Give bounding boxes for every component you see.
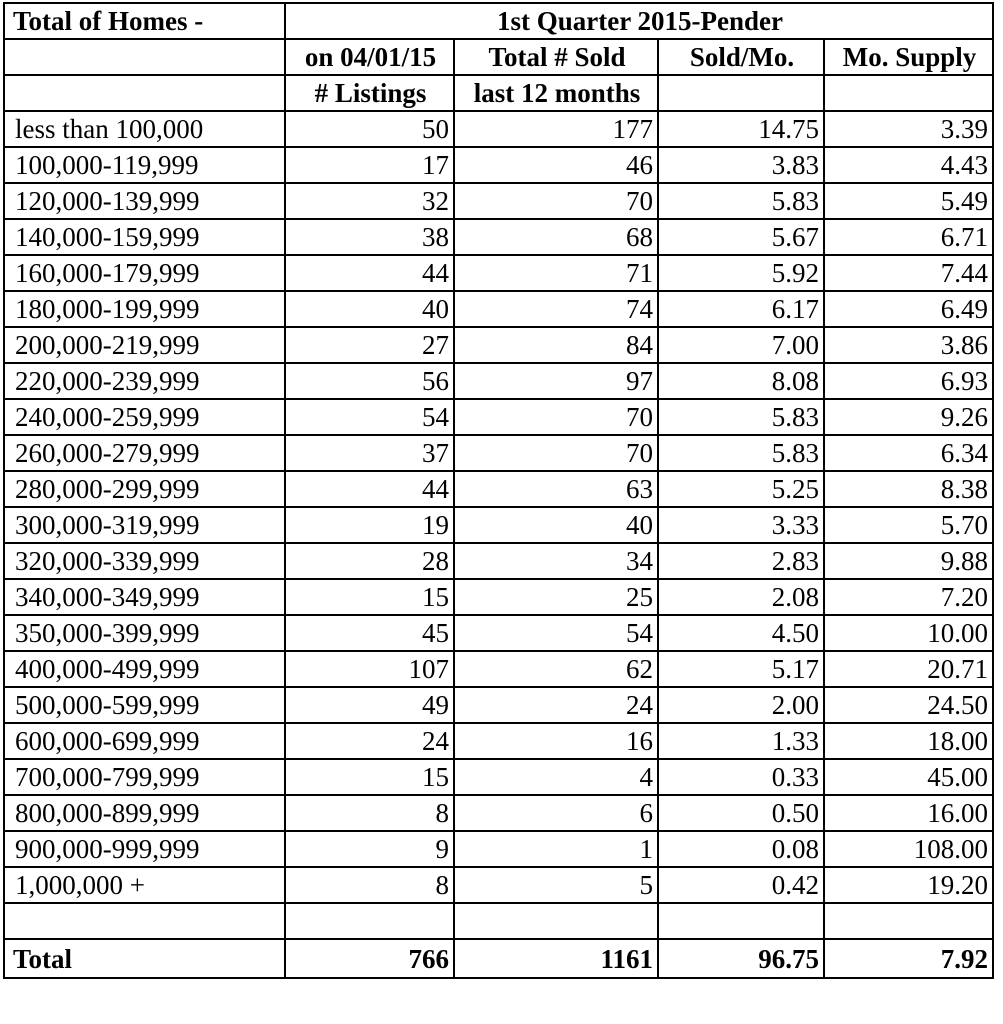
table-row <box>4 183 993 219</box>
sold-per-month-cell: 3.33 <box>658 507 824 543</box>
header-row-3 <box>4 75 993 111</box>
table-row <box>4 399 993 435</box>
price-range-cell: 220,000-239,999 <box>4 363 285 399</box>
month-supply-cell: 5.70 <box>824 507 993 543</box>
table-row <box>4 111 993 147</box>
total-sold-per-month-cell: 96.75 <box>658 939 824 978</box>
sold-per-month-cell: 7.00 <box>658 327 824 363</box>
table-title: 1st Quarter 2015-Pender <box>285 3 993 39</box>
home-sales-table <box>3 2 994 979</box>
table-row <box>4 255 993 291</box>
sold-cell: 24 <box>454 687 658 723</box>
header-row-1 <box>4 3 993 39</box>
sold-cell: 1 <box>454 831 658 867</box>
price-range-cell: 260,000-279,999 <box>4 435 285 471</box>
sold-cell: 70 <box>454 435 658 471</box>
total-label: Total <box>4 939 285 978</box>
blank-cell <box>285 903 454 939</box>
month-supply-cell: 7.20 <box>824 579 993 615</box>
price-range-cell: 800,000-899,999 <box>4 795 285 831</box>
listings-cell: 8 <box>285 795 454 831</box>
month-supply-cell: 3.86 <box>824 327 993 363</box>
month-supply-cell: 108.00 <box>824 831 993 867</box>
sold-cell: 46 <box>454 147 658 183</box>
price-range-cell: 200,000-219,999 <box>4 327 285 363</box>
sold-cell: 62 <box>454 651 658 687</box>
price-range-cell: 120,000-139,999 <box>4 183 285 219</box>
price-range-cell: less than 100,000 <box>4 111 285 147</box>
month-supply-cell: 7.44 <box>824 255 993 291</box>
sold-cell: 5 <box>454 867 658 903</box>
table-row <box>4 291 993 327</box>
total-month-supply-cell: 7.92 <box>824 939 993 978</box>
listings-cell: 28 <box>285 543 454 579</box>
listings-cell: 15 <box>285 759 454 795</box>
sold-cell: 54 <box>454 615 658 651</box>
month-supply-cell: 18.00 <box>824 723 993 759</box>
month-supply-cell: 19.20 <box>824 867 993 903</box>
sold-cell: 84 <box>454 327 658 363</box>
month-supply-cell: 9.26 <box>824 399 993 435</box>
table-row <box>4 795 993 831</box>
table-row <box>4 471 993 507</box>
table-row <box>4 543 993 579</box>
sold-cell: 34 <box>454 543 658 579</box>
listings-cell: 8 <box>285 867 454 903</box>
sold-cell: 70 <box>454 399 658 435</box>
listings-cell: 17 <box>285 147 454 183</box>
price-range-cell: 300,000-319,999 <box>4 507 285 543</box>
price-range-cell: 340,000-349,999 <box>4 579 285 615</box>
sold-per-month-cell: 0.50 <box>658 795 824 831</box>
total-listings-cell: 766 <box>285 939 454 978</box>
price-range-cell: 100,000-119,999 <box>4 147 285 183</box>
table-row <box>4 615 993 651</box>
sold-per-month-cell: 5.83 <box>658 399 824 435</box>
listings-cell: 27 <box>285 327 454 363</box>
col-sold-header-line1: Total # Sold <box>454 39 658 75</box>
sold-per-month-cell: 5.25 <box>658 471 824 507</box>
table-row <box>4 651 993 687</box>
price-range-cell: 240,000-259,999 <box>4 399 285 435</box>
sold-per-month-cell: 8.08 <box>658 363 824 399</box>
sold-per-month-cell: 1.33 <box>658 723 824 759</box>
table-row <box>4 147 993 183</box>
blank-cell <box>824 903 993 939</box>
month-supply-cell: 8.38 <box>824 471 993 507</box>
month-supply-cell: 16.00 <box>824 795 993 831</box>
table-row <box>4 759 993 795</box>
price-range-cell: 400,000-499,999 <box>4 651 285 687</box>
listings-cell: 50 <box>285 111 454 147</box>
sold-cell: 6 <box>454 795 658 831</box>
table-row <box>4 435 993 471</box>
price-range-cell: 700,000-799,999 <box>4 759 285 795</box>
sold-per-month-cell: 2.08 <box>658 579 824 615</box>
col-sold-header-line2: last 12 months <box>454 75 658 111</box>
sold-cell: 68 <box>454 219 658 255</box>
listings-cell: 24 <box>285 723 454 759</box>
table-row <box>4 723 993 759</box>
month-supply-cell: 9.88 <box>824 543 993 579</box>
sold-cell: 177 <box>454 111 658 147</box>
listings-cell: 54 <box>285 399 454 435</box>
corner-label: Total of Homes - <box>4 3 285 39</box>
listings-cell: 40 <box>285 291 454 327</box>
header-blank-cell <box>658 75 824 111</box>
sold-cell: 16 <box>454 723 658 759</box>
sold-per-month-cell: 5.67 <box>658 219 824 255</box>
price-range-cell: 140,000-159,999 <box>4 219 285 255</box>
table-row <box>4 363 993 399</box>
price-range-cell: 350,000-399,999 <box>4 615 285 651</box>
table-row <box>4 507 993 543</box>
sold-per-month-cell: 0.42 <box>658 867 824 903</box>
month-supply-cell: 4.43 <box>824 147 993 183</box>
sold-per-month-cell: 5.92 <box>658 255 824 291</box>
price-range-cell: 500,000-599,999 <box>4 687 285 723</box>
sold-cell: 40 <box>454 507 658 543</box>
listings-cell: 9 <box>285 831 454 867</box>
header-blank-cell <box>4 75 285 111</box>
header-blank-cell <box>824 75 993 111</box>
price-range-cell: 320,000-339,999 <box>4 543 285 579</box>
month-supply-cell: 6.71 <box>824 219 993 255</box>
sold-per-month-cell: 14.75 <box>658 111 824 147</box>
table-row <box>4 831 993 867</box>
blank-cell <box>4 903 285 939</box>
listings-cell: 45 <box>285 615 454 651</box>
month-supply-cell: 6.49 <box>824 291 993 327</box>
sold-per-month-cell: 5.83 <box>658 435 824 471</box>
sold-per-month-cell: 6.17 <box>658 291 824 327</box>
month-supply-cell: 20.71 <box>824 651 993 687</box>
month-supply-cell: 6.34 <box>824 435 993 471</box>
month-supply-cell: 24.50 <box>824 687 993 723</box>
blank-cell <box>454 903 658 939</box>
table-row <box>4 687 993 723</box>
sold-cell: 70 <box>454 183 658 219</box>
price-range-cell: 180,000-199,999 <box>4 291 285 327</box>
price-range-cell: 160,000-179,999 <box>4 255 285 291</box>
col-sold-per-month-header: Sold/Mo. <box>658 39 824 75</box>
listings-cell: 15 <box>285 579 454 615</box>
sold-per-month-cell: 2.83 <box>658 543 824 579</box>
month-supply-cell: 6.93 <box>824 363 993 399</box>
sold-per-month-cell: 0.33 <box>658 759 824 795</box>
listings-cell: 32 <box>285 183 454 219</box>
total-sold-cell: 1161 <box>454 939 658 978</box>
listings-cell: 37 <box>285 435 454 471</box>
sold-per-month-cell: 2.00 <box>658 687 824 723</box>
blank-cell <box>658 903 824 939</box>
sold-per-month-cell: 3.83 <box>658 147 824 183</box>
month-supply-cell: 5.49 <box>824 183 993 219</box>
table-row <box>4 579 993 615</box>
listings-cell: 107 <box>285 651 454 687</box>
month-supply-cell: 45.00 <box>824 759 993 795</box>
listings-cell: 38 <box>285 219 454 255</box>
col-listings-header-line1: on 04/01/15 <box>285 39 454 75</box>
sold-cell: 25 <box>454 579 658 615</box>
price-range-cell: 600,000-699,999 <box>4 723 285 759</box>
header-blank-cell <box>4 39 285 75</box>
header-row-2 <box>4 39 993 75</box>
sold-cell: 97 <box>454 363 658 399</box>
listings-cell: 49 <box>285 687 454 723</box>
total-row <box>4 939 993 978</box>
month-supply-cell: 10.00 <box>824 615 993 651</box>
sold-cell: 71 <box>454 255 658 291</box>
listings-cell: 56 <box>285 363 454 399</box>
listings-cell: 44 <box>285 471 454 507</box>
price-range-cell: 280,000-299,999 <box>4 471 285 507</box>
table-row <box>4 327 993 363</box>
sold-per-month-cell: 4.50 <box>658 615 824 651</box>
col-month-supply-header: Mo. Supply <box>824 39 993 75</box>
sold-per-month-cell: 5.17 <box>658 651 824 687</box>
sold-cell: 4 <box>454 759 658 795</box>
listings-cell: 19 <box>285 507 454 543</box>
price-range-cell: 1,000,000 + <box>4 867 285 903</box>
sold-per-month-cell: 0.08 <box>658 831 824 867</box>
month-supply-cell: 3.39 <box>824 111 993 147</box>
table-row <box>4 867 993 903</box>
listings-cell: 44 <box>285 255 454 291</box>
sold-cell: 63 <box>454 471 658 507</box>
sold-cell: 74 <box>454 291 658 327</box>
sold-per-month-cell: 5.83 <box>658 183 824 219</box>
col-listings-header-line2: # Listings <box>285 75 454 111</box>
blank-row <box>4 903 993 939</box>
table-row <box>4 219 993 255</box>
price-range-cell: 900,000-999,999 <box>4 831 285 867</box>
